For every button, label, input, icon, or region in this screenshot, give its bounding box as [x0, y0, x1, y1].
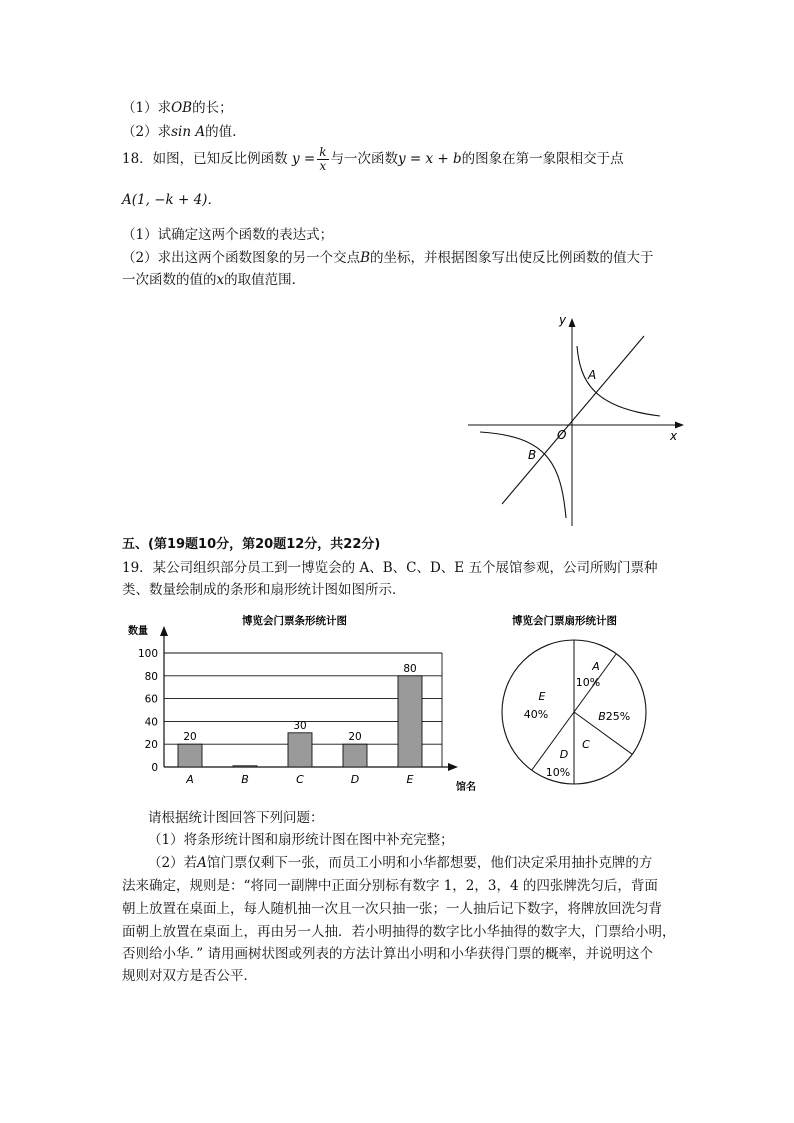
bar-E [398, 676, 422, 767]
q18-statement: 18．如图，已知反比例函数 y = $\frac{k}{x}$ 与一次函数y = x + b的图象在第一象限相交于点 [122, 145, 624, 173]
bar-B [233, 766, 257, 767]
q19-sub1: （1）将条形统计图和扇形统计图在图中补充完整； [148, 832, 454, 848]
q18-sub1: （1）试确定这两个函数的表达式； [122, 227, 334, 243]
pie-label-B: B [598, 710, 606, 723]
x-tick-label: D [350, 773, 360, 786]
y-tick-label: 20 [144, 739, 158, 752]
pie-chart-title: 博览会门票扇形统计图 [512, 615, 617, 627]
bar-value-label: 80 [403, 662, 417, 675]
pie-label-C: C [582, 738, 590, 751]
bar-chart-ylabel: 数量 [128, 626, 148, 637]
bar-A [178, 744, 202, 767]
section-5-heading: 五、(第19题10分，第20题12分，共22分) [122, 537, 381, 552]
y-tick-label: 0 [151, 762, 158, 774]
y-axis-arrow-icon [569, 318, 576, 327]
bar-chart [122, 610, 494, 800]
label-b: B [528, 448, 537, 462]
q19-sub2-line2: 法来确定，规则是：“将同一副牌中正面分别标有数字 1，2，3，4 的四张牌洗匀后，背面 [122, 878, 658, 894]
pie-chart [498, 610, 658, 790]
label-a: A [588, 368, 597, 382]
q19-intro: 请根据统计图回答下列问题： [148, 810, 324, 826]
q19-line2: 类、数量绘制成的条形和扇形统计图如图所示． [122, 582, 406, 598]
pie-percent-E: 40% [523, 708, 549, 721]
label-y: y [559, 313, 567, 327]
bar-value-label: 20 [183, 731, 197, 744]
q17-part2: （2）求sin A的值. [122, 124, 237, 140]
q18-function-graph [464, 312, 690, 530]
y-tick-label: 60 [144, 693, 158, 706]
y-axis-arrow-icon [160, 626, 168, 636]
pie-percent-B: 25% [605, 710, 631, 723]
q19-line1: 19．某公司组织部分员工到一博览会的 A、B、C、D、E 五个展馆参观，公司所购门票种 [122, 560, 658, 576]
x-axis-arrow-icon [675, 422, 684, 429]
pie-percent-A: 10% [575, 676, 601, 689]
bar-D [343, 744, 367, 767]
hyperbola-branch-q3 [480, 432, 566, 518]
q18-sub2-line2: 一次函数的值的x的取值范围． [122, 272, 306, 288]
y-tick-label: 40 [144, 716, 158, 729]
q19-sub2-line5: 否则给小华．” 请用画树状图或列表的方法计算出小明和小华获得门票的概率，并说明这个 [122, 946, 653, 962]
q18-point-a: A(1, −k + 4)． [122, 192, 221, 208]
q19-sub2-line3: 朝上放置在桌面上，每人随机抽一次且一次只抽一张；一人抽后记下数字，将牌放回洗匀背 [122, 901, 662, 917]
q19-sub2-line4: 面朝上放置在桌面上，再由另一人抽．若小明抽得的数字比小华抽得的数字大，门票给小明， [122, 924, 676, 940]
bar-chart-title: 博览会门票条形统计图 [242, 615, 347, 627]
pie-label-E: E [538, 690, 546, 703]
x-axis-arrow-icon [448, 763, 458, 771]
x-tick-label: E [406, 773, 414, 786]
label-origin: O [557, 428, 567, 442]
linear-function-line [502, 336, 644, 504]
q19-sub2-line6: 规则对双方是否公平． [122, 968, 257, 984]
bar-C [288, 733, 312, 767]
x-tick-label: C [296, 773, 304, 786]
pie-percent-D: 10% [545, 766, 571, 779]
q17-part1: （1）求OB的长； [122, 100, 233, 116]
y-tick-label: 80 [144, 670, 158, 683]
pie-label-D: D [559, 748, 569, 761]
q19-sub2-line1: （2）若A馆门票仅剩下一张，而员工小明和小华都想要，他们决定采用抽扑克牌的方 [148, 855, 653, 871]
fraction-k-over-x: $\frac{k}{x}$ [319, 145, 327, 173]
x-tick-label: A [186, 773, 194, 786]
x-tick-label: B [241, 773, 249, 786]
bar-chart-xlabel: 馆名 [456, 782, 476, 793]
q18-sub2-line1: （2）求出这两个函数图象的另一个交点B的坐标，并根据图象写出使反比例函数的值大于 [122, 250, 654, 266]
bar-value-label: 30 [293, 719, 307, 732]
label-x: x [670, 429, 678, 443]
y-tick-label: 100 [137, 648, 158, 660]
bar-value-label: 20 [348, 731, 362, 744]
pie-label-A: A [592, 660, 600, 673]
